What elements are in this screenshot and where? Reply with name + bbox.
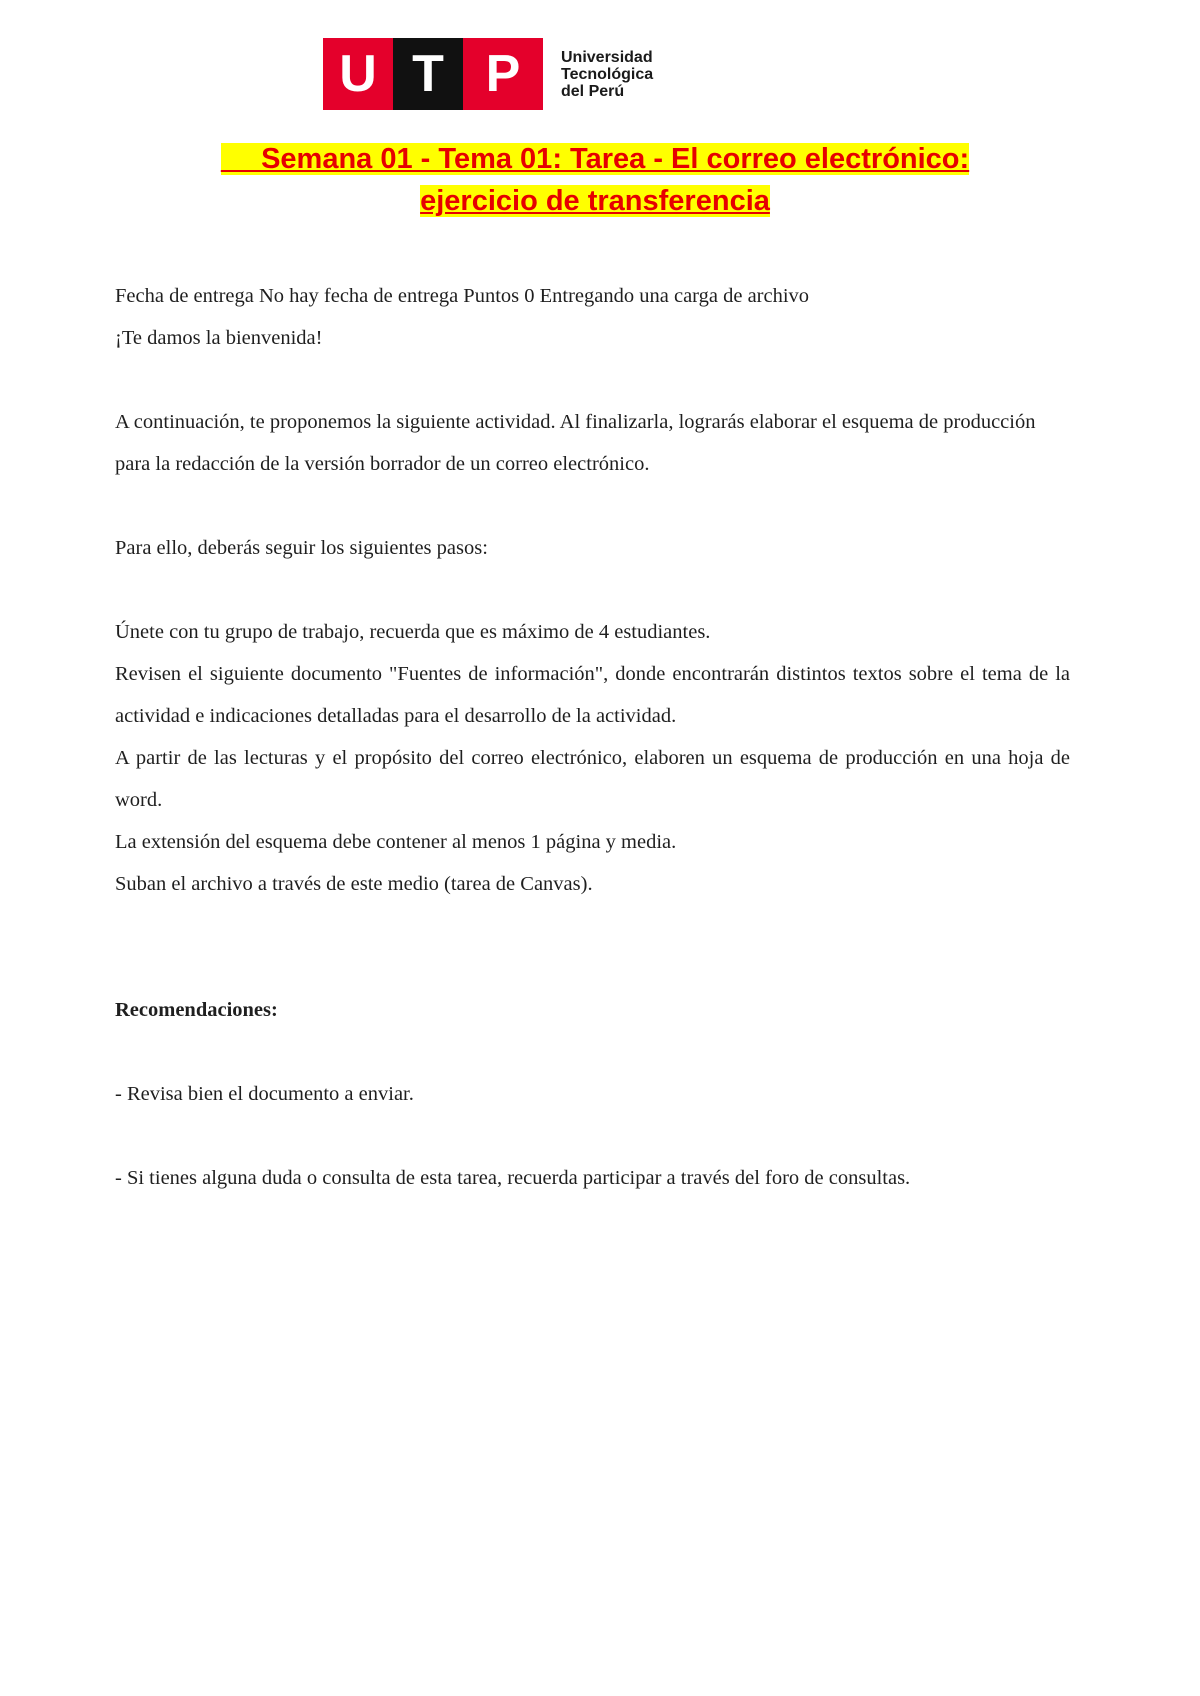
logo-line-1: Universidad bbox=[561, 48, 653, 66]
document-title bbox=[170, 138, 1020, 222]
step-item: La extensión del esquema debe contener al menos 1 página y media. bbox=[115, 831, 677, 853]
recommendation-item: - Si tienes alguna duda o consulta de esta tarea, recuerda participar a través del foro de consultas. bbox=[115, 1167, 911, 1189]
title-line-2: ejercicio de transferencia bbox=[420, 185, 770, 217]
welcome-line: ¡Te damos la bienvenida! bbox=[115, 327, 323, 349]
logo-letter-u: U bbox=[323, 38, 393, 110]
utp-logo bbox=[323, 38, 653, 110]
logo-letter-p: P bbox=[463, 38, 543, 110]
document-body bbox=[115, 275, 1070, 1199]
logo-university-name bbox=[561, 49, 653, 100]
logo-letter-t: T bbox=[393, 38, 463, 110]
step-item: Únete con tu grupo de trabajo, recuerda que es máximo de 4 estudiantes. bbox=[115, 621, 711, 643]
recommendation-item: - Revisa bien el documento a enviar. bbox=[115, 1083, 414, 1105]
steps-intro: Para ello, deberás seguir los siguientes pasos: bbox=[115, 537, 488, 559]
step-item: Suban el archivo a través de este medio (tarea de Canvas). bbox=[115, 873, 593, 895]
step-item: A partir de las lecturas y el propósito del correo electrónico, elaboren un esquema de producción en una hoja de word. bbox=[115, 747, 1070, 811]
title-line-1: Semana 01 - Tema 01: Tarea - El correo electrónico: bbox=[220, 143, 970, 175]
meta-line: Fecha de entrega No hay fecha de entrega Puntos 0 Entregando una carga de archivo bbox=[115, 285, 810, 307]
recommendations-heading: Recomendaciones: bbox=[115, 999, 278, 1021]
logo-line-3: del Perú bbox=[561, 82, 625, 100]
intro-paragraph: A continuación, te proponemos la siguiente actividad. Al finalizarla, lograrás elaborar el esquema de producción para la redacción de la versión borrador de un correo electrónico. bbox=[115, 411, 1036, 475]
step-item: Revisen el siguiente documento "Fuentes de información", donde encontrarán distintos textos sobre el tema de la actividad e indicaciones detalladas para el desarrollo de la actividad. bbox=[115, 663, 1070, 727]
logo-line-2: Tecnológica bbox=[561, 65, 654, 83]
